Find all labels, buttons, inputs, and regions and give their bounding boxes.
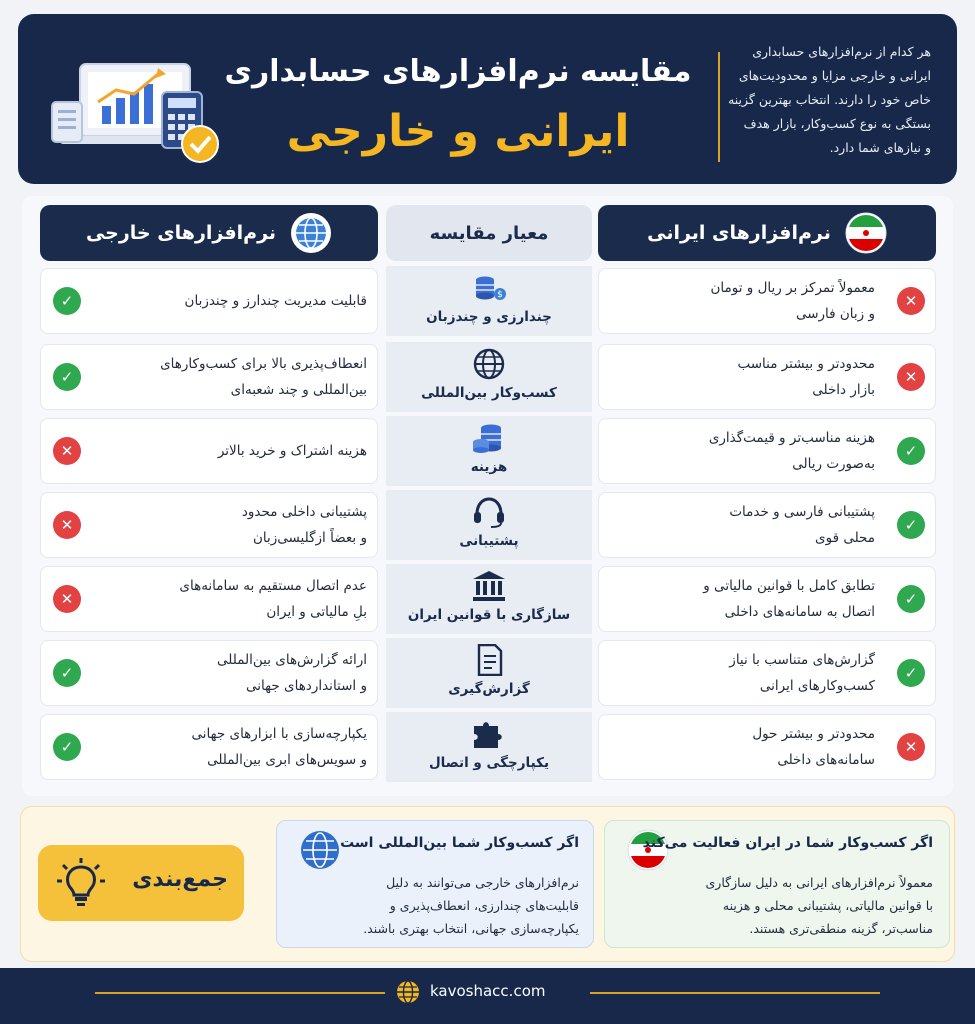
summary-foreign-body: نرم‌افزارهای خارجی می‌توانند به دلیل قابلیت‌های چندارزی، انعطاف‌پذیری و یکپارچه‌سازی جهانی، انتخاب بهتری باشند. (363, 875, 579, 936)
summary-iranian-title: اگر کسب‌وکار شما در ایران فعالیت می‌کند (642, 835, 933, 851)
column-header-foreign: نرم‌افزارهای خارجی (40, 205, 378, 261)
criterion-cell (386, 416, 592, 486)
page-title: مقایسه نرم‌افزارهای حسابداری (224, 54, 692, 89)
header-banner (18, 14, 957, 184)
criterion-label: چندارزی و چندزبان (426, 309, 552, 325)
criterion-label: گزارش‌گیری (448, 681, 530, 697)
globe-icon (396, 980, 420, 1004)
cell-text: پشتیبانی داخلی محدود و بعضاً ازگلیسی‌زبان (241, 504, 367, 546)
globe-icon (471, 348, 507, 380)
summary-iranian-body: معمولاً نرم‌افزارهای ایرانی به دلیل سازگاری با قوانین مالیاتی، پشتیبانی محلی و هزینه مناسب‌تر، گزینه منطقی‌تری هستند. (705, 875, 933, 936)
lightbulb-icon (56, 857, 106, 909)
footer-divider-right (590, 992, 880, 994)
table-row-iranian (598, 344, 936, 410)
svg-text:$: $ (497, 290, 503, 300)
check-icon: ✓ (53, 659, 81, 687)
check-icon: ✓ (897, 585, 925, 613)
criterion-label: هزینه (470, 459, 508, 475)
footer (0, 968, 975, 1024)
cross-icon: ✕ (897, 287, 925, 315)
summary-card-foreign (276, 820, 594, 948)
check-icon: ✓ (53, 733, 81, 761)
footer-divider-left (95, 992, 385, 994)
website-link[interactable]: kavoshacc.com (430, 982, 546, 1000)
cross-icon: ✕ (897, 733, 925, 761)
criterion-cell (386, 490, 592, 560)
criterion-cell (386, 342, 592, 412)
criterion-label: پشتیبانی (459, 533, 519, 549)
cell-text: قابلیت مدیریت چندارز و چندزبان (184, 293, 367, 309)
criterion-cell (386, 564, 592, 634)
criterion-label: کسب‌وکار بین‌المللی (421, 385, 557, 401)
table-row-iranian (598, 640, 936, 706)
table-row-foreign (40, 492, 378, 558)
column-header-criteria: معیار مقایسه (386, 205, 592, 261)
cross-icon: ✕ (53, 511, 81, 539)
cell-text: معمولاً تمرکز بر ریال و تومان و زبان فارسی (710, 280, 875, 322)
iran-flag-icon (845, 212, 887, 254)
criterion-cell (386, 266, 592, 336)
column-header-iranian: نرم‌افزارهای ایرانی (598, 205, 936, 261)
table-row-foreign (40, 640, 378, 706)
summary-foreign-title: اگر کسب‌وکار شما بین‌المللی است (340, 835, 579, 851)
table-row-foreign (40, 566, 378, 632)
coins-dollar-icon (471, 272, 507, 304)
cross-icon: ✕ (897, 363, 925, 391)
criterion-cell (386, 712, 592, 782)
table-row-iranian (598, 492, 936, 558)
criterion-label: یکپارچگی و اتصال (428, 755, 550, 771)
cross-icon: ✕ (53, 585, 81, 613)
cell-text: گزارش‌های متناسب با نیاز کسب‌وکارهای ایرانی (729, 652, 875, 694)
cell-text: محدودتر و بیشتر مناسب بازار داخلی (737, 356, 875, 398)
cell-text: پشتیبانی فارسی و خدمات محلی قوی (729, 504, 875, 546)
table-row-foreign (40, 268, 378, 334)
page-subtitle: ایرانی و خارجی (286, 106, 630, 157)
criterion-label: سازگاری با قوانین ایران (407, 607, 571, 623)
table-row-iranian (598, 268, 936, 334)
globe-icon (290, 212, 332, 254)
cell-text: عدم اتصال مستقیم به سامانه‌های بلِ مالیاتی و ایران (179, 578, 367, 620)
table-row-iranian (598, 418, 936, 484)
coins-icon (471, 422, 507, 454)
intro-text: هر کدام از نرم‌افزارهای حسابداری ایرانی و خارجی مزایا و محدودیت‌های خاص خود را دارند. انتخاب بهترین گزینه بستگی به نوع کسب‌وکار، بازار هدف و نیازهای شما دارد. (728, 44, 931, 155)
bank-icon (471, 570, 507, 602)
cell-text: یکپارچه‌سازی با ابزارهای جهانی و سویس‌های ابری بین‌المللی (191, 726, 367, 768)
cell-text: انعطاف‌پذیری بالا برای کسب‌وکارهای بین‌المللی و چند شعبه‌ای (160, 356, 367, 398)
summary-card-iranian (604, 820, 950, 948)
cell-text: تطابق کامل با قوانین مالیاتی و اتصال به سامانه‌های داخلی (703, 578, 875, 620)
criterion-cell (386, 638, 592, 708)
check-icon: ✓ (53, 287, 81, 315)
globe-icon (299, 829, 341, 871)
table-row-foreign (40, 344, 378, 410)
laptop-chart-calculator-icon (50, 62, 230, 177)
table-row-iranian (598, 714, 936, 780)
cell-text: محدودتر و بیشتر حول سامانه‌های داخلی (752, 726, 875, 768)
cell-text: هزینه اشتراک و خرید بالاتر (217, 443, 367, 459)
summary-label: جمع‌بندی (38, 845, 244, 921)
check-icon: ✓ (897, 511, 925, 539)
cell-text: ارائه گزارش‌های بین‌المللی و استانداردهای جهانی (217, 652, 367, 694)
cross-icon: ✕ (53, 437, 81, 465)
report-icon (471, 644, 507, 676)
check-icon: ✓ (897, 659, 925, 687)
check-icon: ✓ (897, 437, 925, 465)
table-row-foreign (40, 714, 378, 780)
headset-icon (471, 496, 507, 528)
check-icon: ✓ (53, 363, 81, 391)
cell-text: هزینه مناسب‌تر و قیمت‌گذاری به‌صورت ریالی (708, 430, 875, 472)
table-row-iranian (598, 566, 936, 632)
table-row-foreign (40, 418, 378, 484)
puzzle-icon (471, 718, 507, 750)
